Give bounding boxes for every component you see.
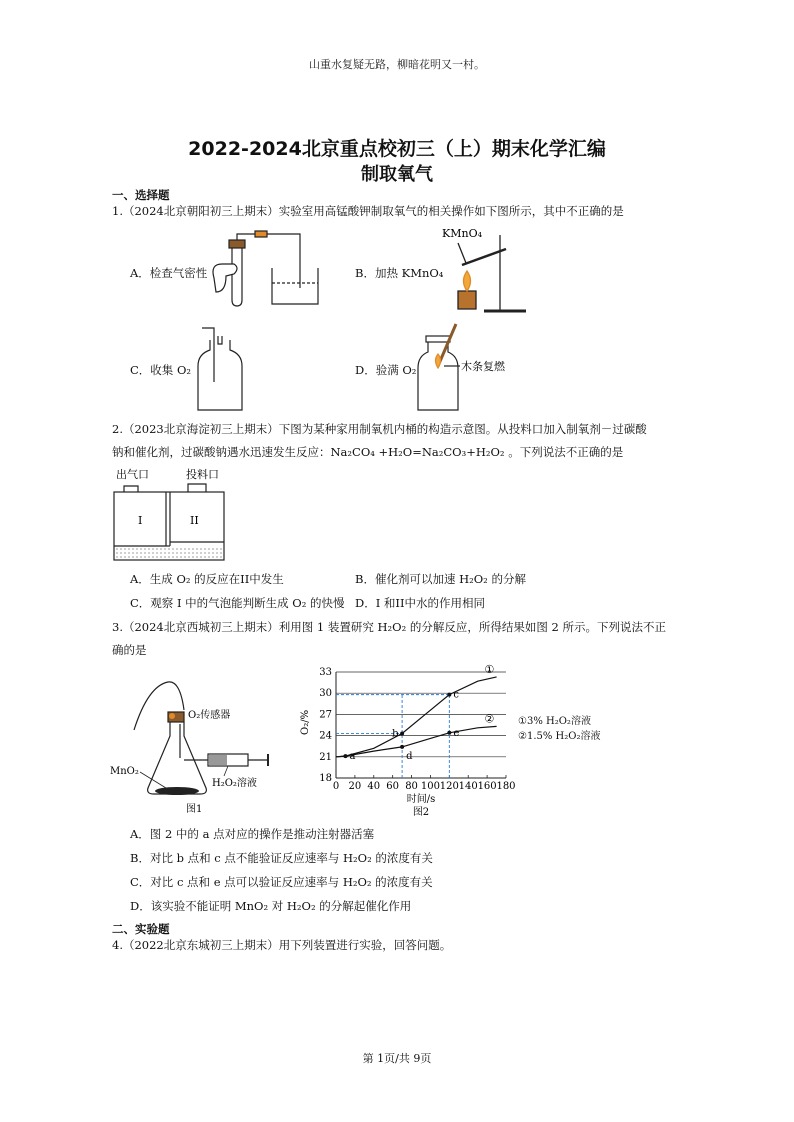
y-tick-label: 27 [319,709,332,721]
data-point-b [400,731,404,735]
data-point-d [400,745,404,749]
y-tick-label: 30 [319,688,332,700]
y-tick-label: 21 [319,751,332,763]
series-line-1 [336,677,497,757]
q1-heating-figure [440,225,530,315]
sensor-cable [134,682,184,730]
q1-option-c[interactable]: C．收集 O₂ [130,363,191,377]
chamber-1-label: I [138,514,143,527]
x-tick-label: 120 [439,781,459,792]
page-subtitle: 制取氧气 [361,164,433,185]
point-label-a: a [349,751,356,763]
hand-icon [213,264,237,292]
outlet-label: 出气口 [116,468,149,481]
q3-option-c[interactable]: C．对比 c 点和 e 点可以验证反应速率与 H₂O₂ 的浓度有关 [130,875,433,889]
question-3-stem-line1: 3.（2024北京西城初三上期末）利用图 1 装置研究 H₂O₂ 的分解反应，所得结果如图 2 所示。下列说法不正 [112,620,666,634]
section-experiment-heading: 二、实验题 [112,922,170,936]
data-point-a [343,754,347,758]
sensor-label: O₂传感器 [188,710,231,721]
gas-bottle [198,340,242,410]
legend-series-2: ②1.5% H₂O₂溶液 [518,731,601,742]
q1-verify-full-figure [416,322,536,414]
rubber-tube [255,231,267,237]
page-title: 2022-2024北京重点校初三（上）期末化学汇编 [188,138,606,160]
q3-option-b[interactable]: B．对比 b 点和 c 点不能验证反应速率与 H₂O₂ 的浓度有关 [130,851,433,865]
y-tick-label: 18 [319,773,332,784]
q1-option-b[interactable]: B．加热 KMnO₄ [355,266,444,280]
x-tick-label: 40 [367,781,381,792]
figure-1-caption: 图1 [186,804,203,815]
q1-airtight-check-figure [200,228,330,308]
alcohol-lamp [458,291,476,309]
x-tick-label: 160 [477,781,497,792]
q1-option-d[interactable]: D．验满 O₂ [355,363,417,377]
series-marker-2: ② [484,712,495,726]
flame-icon [436,354,441,368]
y-tick-label: 24 [319,730,332,742]
question-4-stem: 4.（2022北京东城初三上期末）用下列装置进行实验，回答问题。 [112,938,452,952]
q2-option-c[interactable]: C．观察 I 中的气泡能判断生成 O₂ 的快慢 [130,596,345,610]
legend-series-1: ①3% H₂O₂溶液 [518,716,591,727]
test-tube [232,248,242,306]
q3-option-a[interactable]: A．图 2 中的 a 点对应的操作是推动注射器活塞 [130,827,375,841]
flame-icon [464,271,471,291]
section-choice-heading: 一、选择题 [112,188,170,202]
splint-label: 木条复燃 [461,360,505,373]
h2o2-label: H₂O₂溶液 [212,778,257,789]
x-tick-label: 20 [348,781,362,792]
beaker [272,268,318,304]
q2-oxygen-machine-figure [110,466,230,566]
machine-outer-bucket [114,492,224,560]
q1-collect-figure [190,322,250,414]
data-point-e [447,731,451,735]
conical-flask [148,722,207,794]
x-tick-label: 0 [332,781,340,792]
q2-option-d[interactable]: D．I 和II中水的作用相同 [355,596,486,610]
x-tick-label: 100 [420,781,440,792]
inlet-label: 投料口 [186,468,219,481]
question-2-stem-line2: 钠和催化剂，过碳酸钠遇水迅速发生反应：Na₂CO₄ +H₂O=Na₂CO₃+H₂O₂ 。下列说法不正确的是 [112,445,624,459]
figure-2-caption: 图2 [412,807,430,818]
point-label-e: e [453,727,460,739]
x-tick-label: 180 [496,781,516,792]
page-number: 第 1页/共 9页 [362,1052,432,1065]
point-label-b: b [392,728,399,740]
mno2-powder [155,787,199,795]
syringe-liquid [209,755,227,765]
rubber-stopper [229,240,245,248]
y-tick-label: 33 [319,667,332,678]
mno2-label: MnO₂ [110,766,139,777]
series-marker-1: ① [484,662,495,676]
q3-figure-1 [108,672,278,820]
x-tick-label: 140 [458,781,478,792]
q1-option-a[interactable]: A．检查气密性 [130,266,208,280]
point-label-d: d [406,750,413,762]
data-point-c [447,693,451,697]
q3-option-d[interactable]: D．该实验不能证明 MnO₂ 对 H₂O₂ 的分解起催化作用 [130,899,412,913]
gas-bottle [418,342,458,410]
y-axis-label: O₂/% [300,709,311,735]
x-tick-label: 60 [386,781,400,792]
x-tick-label: 80 [405,781,418,792]
q2-option-a[interactable]: A．生成 O₂ 的反应在II中发生 [130,572,284,586]
point-label-c: c [453,689,459,701]
question-1-stem: 1.（2024北京朝阳初三上期末）实验室用高锰酸钾制取氧气的相关操作如下图所示，其中不正确的是 [112,204,624,218]
long-tube [202,328,214,382]
chamber-2-label: II [190,514,199,527]
page-header-motto: 山重水复疑无路，柳暗花明又一村。 [309,58,485,71]
question-3-stem-line2: 确的是 [112,643,147,657]
q3-figure-2-chart [296,660,526,820]
question-2-stem-line1: 2.（2023北京海淀初三上期末）下图为某种家用制氧机内桶的构造示意图。从投料口加入制氧剂－过碳酸 [112,422,647,436]
x-axis-label: 时间/s [406,794,436,805]
kmno4-label: KMnO₄ [442,227,482,240]
q2-option-b[interactable]: B．催化剂可以加速 H₂O₂ 的分解 [355,572,526,586]
